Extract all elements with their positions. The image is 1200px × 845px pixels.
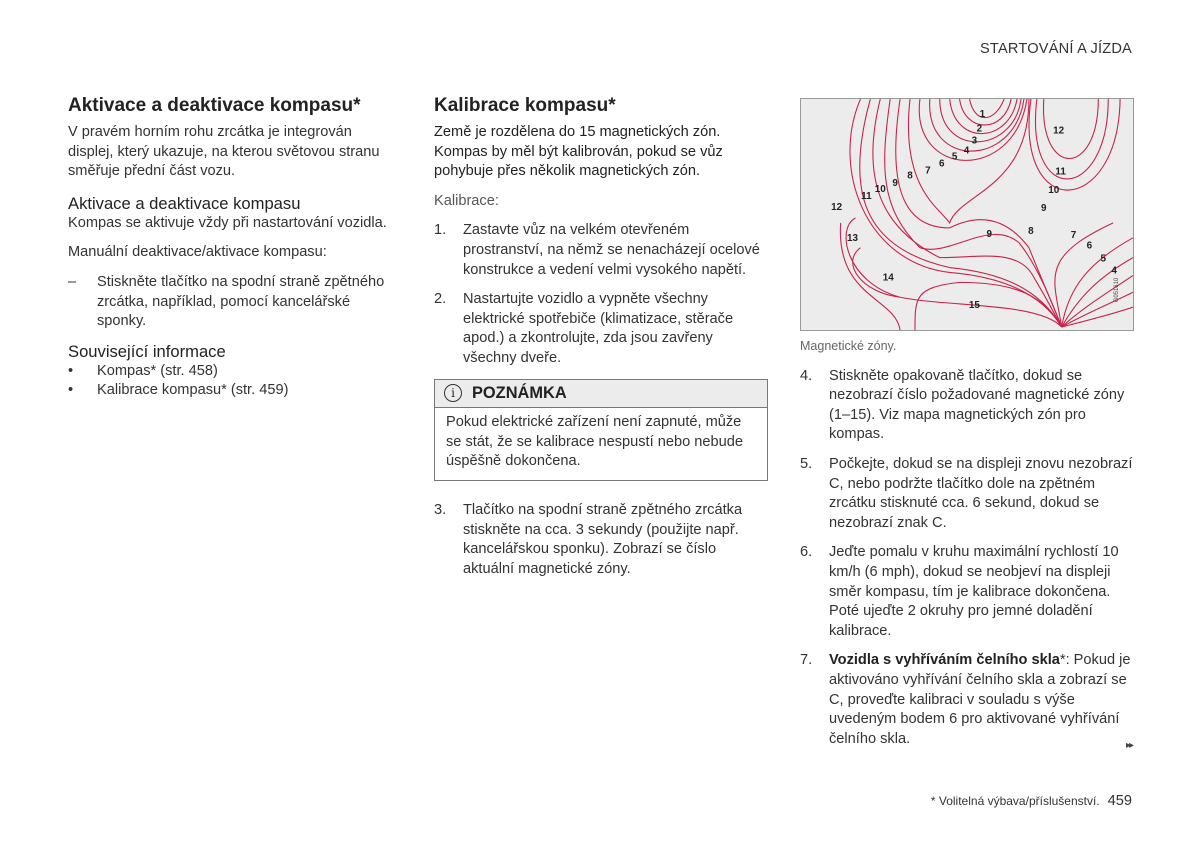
paragraph: Manuální deaktivace/aktivace kompasu:	[68, 244, 327, 261]
note-box	[434, 379, 768, 481]
zone-label: 11	[861, 191, 872, 203]
zone-label: 2	[976, 123, 983, 135]
paragraph: Kompas se aktivuje vždy při nastartování vozidla.	[68, 214, 387, 231]
zone-label: 4	[963, 145, 970, 157]
section-title: Kalibrace kompasu*	[434, 95, 616, 116]
note-title: POZNÁMKA	[472, 383, 567, 402]
zone-label: 12	[831, 202, 843, 214]
zone-label: 6	[938, 158, 945, 170]
step-number: 6.	[800, 544, 813, 561]
step	[434, 290, 768, 368]
footnote: * Volitelná výbava/příslušenství.	[930, 794, 1100, 808]
zone-label: 5	[951, 151, 958, 163]
link-text[interactable]: Kompas* (str. 458)	[97, 362, 218, 379]
zone-label: 14	[882, 272, 894, 284]
bullet: •	[68, 382, 74, 399]
step-text: Zastavte vůz na velkém otevřeném prostranství, na němž se nenacházejí ocelové konstrukce a vedení velmi vysokého napětí.	[463, 222, 760, 278]
dash-item-text: Stiskněte tlačítko na spodní straně zpětného zrcátka, například, pomocí kancelářské sponky.	[97, 273, 385, 330]
step-number: 7.	[800, 652, 813, 669]
step-number: 3.	[434, 501, 447, 518]
step	[800, 651, 1134, 749]
step-text: Nastartujte vozidlo a vypněte všechny elektrické spotřebiče (klimatizace, stěrače apod.) a zkontrolujte, zda jsou zavřeny všechny dveře.	[463, 291, 734, 366]
column-calibration	[434, 95, 768, 589]
step-text: Jeďte pomalu v kruhu maximální rychlostí 10 km/h (6 mph), dokud se neobjeví na displeji směr kompasu, tím je kalibrace dokončena. Poté ujeďte 2 okruhy pro jemné doladění kalibrace.	[829, 544, 1119, 639]
map-code: G051610	[1114, 277, 1121, 303]
zone-label: 10	[874, 184, 886, 196]
zone-label: 4	[1111, 265, 1117, 277]
zone-label: 8	[1028, 225, 1034, 237]
step	[434, 501, 768, 579]
zone-label: 9	[986, 228, 993, 240]
zone-label: 9	[1041, 203, 1047, 215]
column-compass-activation	[68, 95, 400, 401]
zone-label: 11	[1055, 166, 1066, 178]
bullet: •	[68, 362, 74, 379]
note-text: Pokud elektrické zařízení není zapnuté, může se stát, že se kalibrace nespustí nebo nebude úspěšně dokončena.	[446, 414, 743, 470]
subheading-related: Související informace	[68, 341, 226, 361]
dash-item	[68, 273, 400, 332]
zone-label: 1	[979, 108, 986, 120]
step	[800, 455, 1134, 533]
zone-label: 9	[892, 178, 898, 190]
dash-marker: –	[68, 273, 77, 290]
magnetic-zones-map	[800, 98, 1134, 331]
subheading-activation: Aktivace a deaktivace kompasu	[68, 193, 301, 213]
zone-label: 10	[1048, 185, 1060, 197]
zone-label: 5	[1100, 253, 1107, 265]
step-number: 4.	[800, 367, 813, 384]
zone-label: 13	[847, 232, 859, 244]
chapter-header: STARTOVÁNÍ A JÍZDA	[979, 41, 1132, 57]
intro-text: V pravém horním rohu zrcátka je integrován displej, který ukazuje, na kterou světovou stranu směřuje přední část vozu.	[68, 124, 380, 180]
step	[800, 543, 1134, 641]
label: Kalibrace:	[434, 192, 499, 209]
zone-label: 12	[1053, 125, 1065, 137]
zone-label: 7	[1070, 229, 1077, 241]
info-icon: i	[444, 384, 462, 402]
zone-label: 3	[971, 135, 978, 147]
section-title: Aktivace a deaktivace kompasu*	[68, 95, 361, 116]
step-text: Stiskněte opakovaně tlačítko, dokud se nezobrazí číslo požadované magnetické zóny (1–15). Viz mapa magnetických zón pro kompas.	[829, 367, 1125, 443]
step-text: Počkejte, dokud se na displeji znovu nezobrazí C, nebo podržte tlačítko dole na zpětném zrcátku stisknuté cca. 6 sekund, dokud se nezobrazí znak C.	[829, 455, 1133, 531]
zone-label: 7	[925, 165, 931, 177]
step-text: Tlačítko na spodní straně zpětného zrcátka stiskněte na cca. 3 sekundy (použijte např. kancelářskou sponku). Zobrazí se číslo aktuální magnetické zóny.	[463, 501, 743, 577]
map-caption: Magnetické zóny.	[800, 339, 897, 353]
step-text: *: Pokud je aktivováno vyhřívání čelního skla a zobrazí se C, proveďte kalibraci v souladu s výše uvedeným bodem 6 pro aktivované vyhřívání čelního skla.	[829, 652, 1131, 747]
step	[800, 367, 1134, 445]
zone-label: 15	[968, 300, 980, 312]
related-link[interactable]	[68, 381, 400, 401]
step-number: 2.	[434, 291, 447, 308]
step-bold-text: Vozidla s vyhříváním čelního skla	[829, 652, 1060, 669]
column-zones	[800, 98, 1134, 759]
step-number: 5.	[800, 455, 813, 472]
footer	[931, 792, 1132, 812]
step-number: 1.	[434, 222, 447, 239]
related-link[interactable]	[68, 362, 400, 382]
continue-arrows-icon: ▸▸	[1125, 740, 1132, 751]
zone-curves	[840, 99, 1133, 330]
link-text[interactable]: Kalibrace kompasu* (str. 459)	[97, 382, 289, 399]
intro-text: Země je rozdělena do 15 magnetických zón. Kompas by měl být kalibrován, pokud se vůz pohybuje přes několik magnetických zón.	[434, 124, 723, 180]
step	[434, 221, 768, 280]
zone-label: 6	[1086, 240, 1093, 252]
zone-label: 8	[907, 170, 913, 182]
page-number: 459	[1107, 793, 1132, 809]
